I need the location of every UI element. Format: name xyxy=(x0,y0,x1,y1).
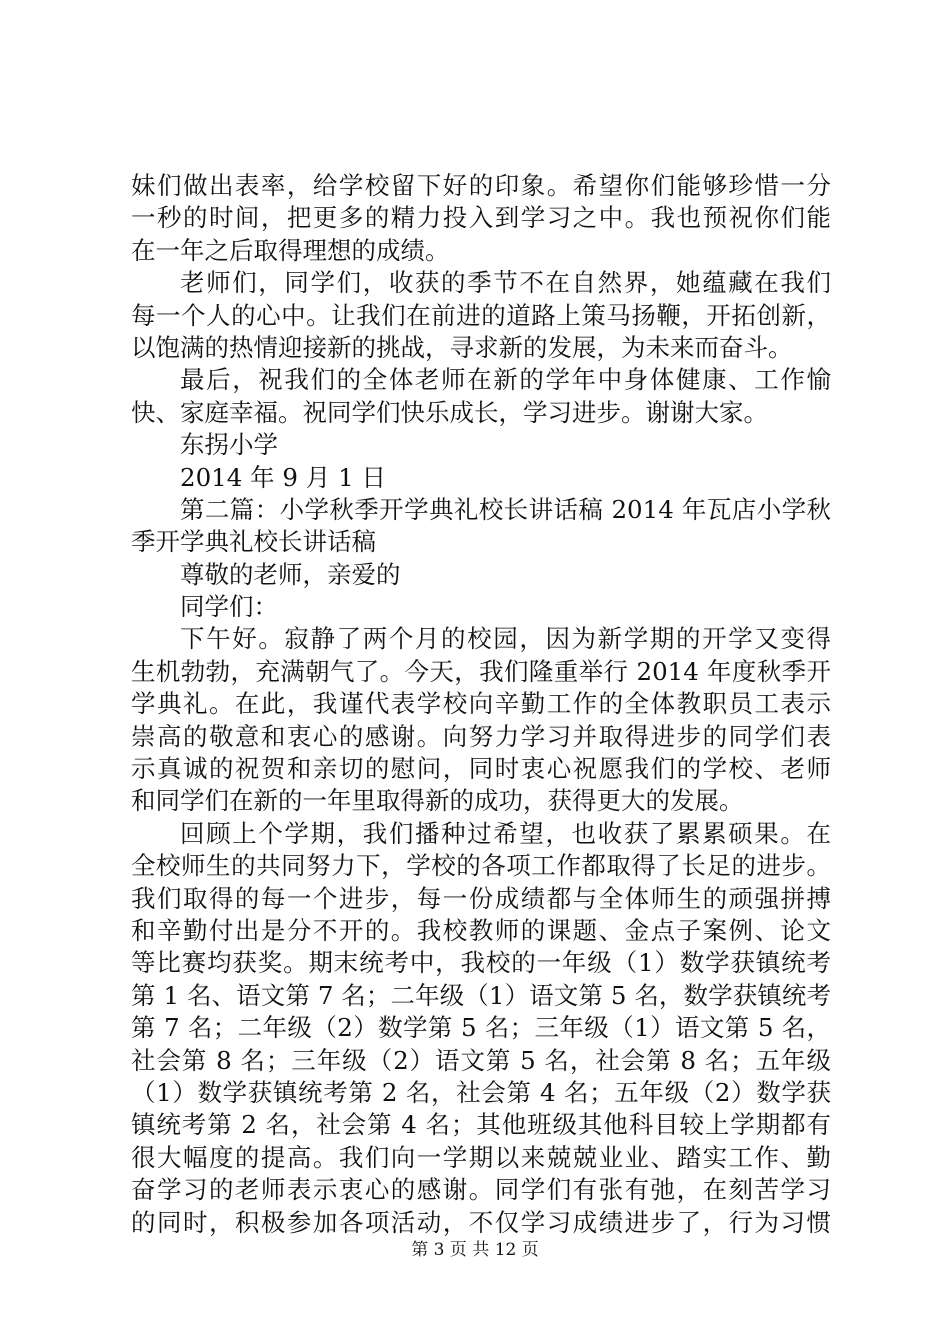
text-line: 很大幅度的提高。我们向一学期以来兢兢业业、踏实工作、勤 xyxy=(131,1142,831,1172)
text-line: 镇统考第 2 名，社会第 4 名；其他班级其他科目较上学期都有 xyxy=(131,1110,831,1140)
text-line: 等比赛均获奖。期末统考中，我校的一年级（1）数学获镇统考 xyxy=(131,948,831,978)
text-line: 在一年之后取得理想的成绩。 xyxy=(131,235,450,265)
page-number: 第 3 页 共 12 页 xyxy=(411,1240,539,1260)
text-line: 老师们，同学们，收获的季节不在自然界，她蕴藏在我们 xyxy=(180,268,831,298)
text-line: 和同学们在新的一年里取得新的成功，获得更大的发展。 xyxy=(131,786,744,816)
document-body xyxy=(131,170,831,1239)
text-line: 的同时，积极参加各项活动，不仅学习成绩进步了，行为习惯 xyxy=(131,1207,831,1237)
text-line: 示真诚的祝贺和亲切的慰问，同时衷心祝愿我们的学校、老师 xyxy=(131,754,831,784)
text-line: 一秒的时间，把更多的精力投入到学习之中。我也预祝你们能 xyxy=(131,203,831,233)
text-line: 全校师生的共同努力下，学校的各项工作都取得了长足的进步。 xyxy=(131,851,831,881)
text-line: 学典礼。在此，我谨代表学校向辛勤工作的全体教职员工表示 xyxy=(131,689,831,719)
text-line: （1）数学获镇统考第 2 名，社会第 4 名；五年级（2）数学获 xyxy=(131,1077,831,1107)
text-line: 第 7 名；二年级（2）数学第 5 名；三年级（1）语文第 5 名， xyxy=(131,1013,831,1043)
text-line: 奋学习的老师表示衷心的感谢。同学们有张有弛，在刻苦学习 xyxy=(131,1175,831,1205)
text-line: 以饱满的热情迎接新的挑战，寻求新的发展，为未来而奋斗。 xyxy=(131,332,793,362)
text-line: 快、家庭幸福。祝同学们快乐成长，学习进步。谢谢大家。 xyxy=(131,397,768,427)
text-line: 下午好。寂静了两个月的校园，因为新学期的开学又变得 xyxy=(180,624,831,654)
text-line: 每一个人的心中。让我们在前进的道路上策马扬鞭，开拓创新， xyxy=(131,300,831,330)
text-line: 最后，祝我们的全体老师在新的学年中身体健康、工作愉 xyxy=(180,365,831,395)
text-line: 同学们： xyxy=(180,592,278,622)
text-line: 妹们做出表率，给学校留下好的印象。希望你们能够珍惜一分 xyxy=(131,171,831,200)
text-line: 生机勃勃，充满朝气了。今天，我们隆重举行 2014 年度秋季开 xyxy=(131,656,831,686)
text-line: 2014 年 9 月 1 日 xyxy=(180,462,386,492)
text-line: 我们取得的每一个进步，每一份成绩都与全体师生的顽强拼搏 xyxy=(131,883,831,913)
text-line: 尊敬的老师，亲爱的 xyxy=(180,559,401,589)
text-line: 和辛勤付出是分不开的。我校教师的课题、金点子案例、论文 xyxy=(131,915,831,945)
text-line: 第 1 名、语文第 7 名；二年级（1）语文第 5 名，数学获镇统考 xyxy=(131,980,831,1010)
text-line: 回顾上个学期，我们播种过希望，也收获了累累硕果。在 xyxy=(180,818,831,848)
text-line: 第二篇：小学秋季开学典礼校长讲话稿 2014 年瓦店小学秋 xyxy=(180,494,831,524)
text-line: 东拐小学 xyxy=(180,430,278,460)
text-line: 崇高的敬意和衷心的感谢。向努力学习并取得进步的同学们表 xyxy=(131,721,831,751)
text-line: 季开学典礼校长讲话稿 xyxy=(131,527,376,557)
text-line: 社会第 8 名；三年级（2）语文第 5 名，社会第 8 名；五年级 xyxy=(131,1045,831,1075)
